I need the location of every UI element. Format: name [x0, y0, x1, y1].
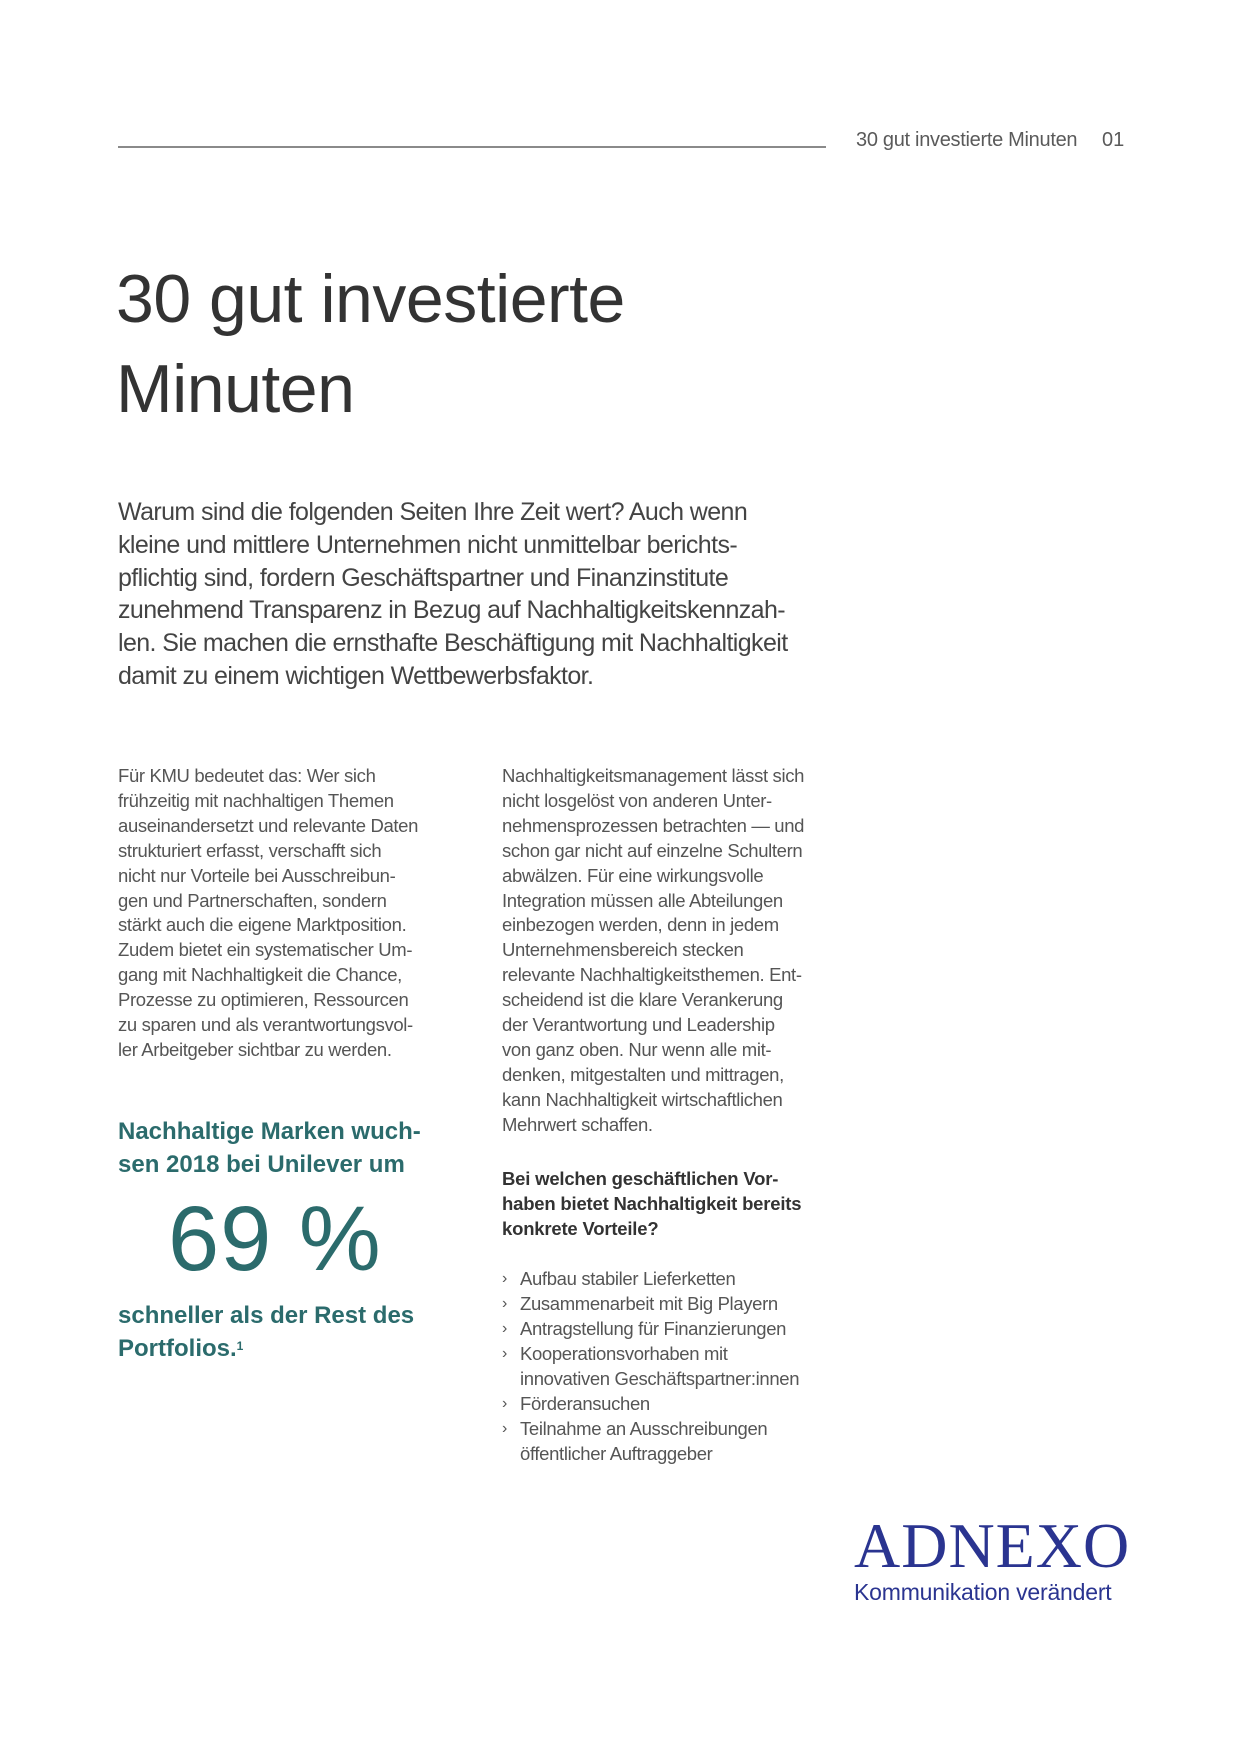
list-item-text: innovativen Geschäftspartner:innen	[520, 1368, 800, 1389]
intro-line: Warum sind die folgenden Seiten Ihre Zeit wert? Auch wenn	[118, 498, 748, 526]
page-title-line: 30 gut investierte	[116, 261, 625, 337]
list-item-text: Kooperationsvorhaben mit	[520, 1343, 728, 1364]
body-line: scheidend ist die klare Verankerung	[502, 989, 783, 1011]
body-line: Nachhaltigkeitsmanagement lässt sich	[502, 765, 805, 786]
body-line: Unternehmensbereich stecken	[502, 939, 744, 961]
question-line: haben bietet Nachhaltigkeit bereits	[502, 1193, 802, 1214]
body-line: nicht losgelöst von anderen Unter-	[502, 789, 772, 811]
body-line: stärkt auch die eigene Marktposition.	[118, 914, 407, 936]
list-item-text: Antragstellung für Finanzierungen	[520, 1318, 787, 1339]
list-item	[502, 1341, 842, 1391]
callout-line-last	[118, 1332, 478, 1365]
body-line: frühzeitig mit nachhaltigen Themen	[118, 789, 394, 811]
body-line: gang mit Nachhaltigkeit die Chance,	[118, 964, 402, 986]
callout-line-text: Portfolios.	[118, 1335, 237, 1362]
logo-tagline: Kommunikation verändert	[854, 1579, 1112, 1605]
body-line: gen und Partnerschaften, sondern	[118, 889, 387, 911]
intro-line: damit zu einem wichtigen Wettbewerbsfaktor.	[118, 661, 594, 690]
body-line: ler Arbeitgeber sichtbar zu werden.	[118, 1038, 392, 1060]
header-rule	[118, 146, 826, 148]
intro-line: zunehmend Transparenz in Bezug auf Nachhaltigkeitskennzah-	[118, 596, 786, 625]
body-line: auseinandersetzt und relevante Daten	[118, 814, 419, 836]
chevron-right-icon: ›	[502, 1395, 507, 1412]
list-item	[502, 1416, 842, 1466]
body-line: Prozesse zu optimieren, Ressourcen	[118, 989, 409, 1011]
callout-intro	[118, 1115, 478, 1181]
intro-line: len. Sie machen die ernsthafte Beschäftigung mit Nachhaltigkeit	[118, 629, 788, 658]
chevron-right-icon: ›	[502, 1345, 507, 1362]
body-line: Zudem bietet ein systematischer Um-	[118, 939, 413, 961]
question-line: konkrete Vorteile?	[502, 1218, 659, 1239]
question-line: Bei welchen geschäftlichen Vor-	[502, 1168, 779, 1189]
body-line: schon gar nicht auf einzelne Schultern	[502, 839, 803, 861]
callout-line: schneller als der Rest des	[118, 1302, 415, 1329]
chevron-right-icon: ›	[502, 1270, 507, 1287]
company-logo	[854, 1510, 1131, 1607]
body-line: relevante Nachhaltigkeitsthemen. Ent-	[502, 964, 802, 986]
body-line: nicht nur Vorteile bei Ausschreibun-	[118, 864, 396, 886]
list-item	[502, 1391, 842, 1416]
body-line: Integration müssen alle Abteilungen	[502, 889, 783, 911]
page-title-line: Minuten	[116, 351, 355, 427]
benefit-list	[502, 1266, 842, 1466]
intro-paragraph	[118, 496, 838, 693]
body-line: kann Nachhaltigkeit wirtschaftlichen	[502, 1088, 783, 1110]
list-item-text: Aufbau stabiler Lieferketten	[520, 1268, 736, 1289]
body-line: zu sparen und als verantwortungsvol-	[118, 1014, 413, 1036]
callout-outro	[118, 1299, 478, 1365]
question-heading	[502, 1166, 842, 1241]
list-item	[502, 1316, 842, 1341]
body-line: von ganz oben. Nur wenn alle mit-	[502, 1038, 772, 1060]
body-line: denken, mitgestalten und mittragen,	[502, 1063, 784, 1085]
list-item	[502, 1266, 842, 1291]
list-item	[502, 1291, 842, 1316]
left-column-paragraph	[118, 764, 458, 1063]
chevron-right-icon: ›	[502, 1295, 507, 1312]
intro-line: kleine und mittlere Unternehmen nicht unmittelbar berichts-	[118, 530, 738, 559]
body-line: strukturiert erfasst, verschafft sich	[118, 839, 382, 861]
body-line: der Verantwortung und Leadership	[502, 1014, 775, 1036]
chevron-right-icon: ›	[502, 1320, 507, 1337]
callout-line: sen 2018 bei Unilever um	[118, 1151, 405, 1178]
chevron-right-icon: ›	[502, 1420, 507, 1437]
body-line: einbezogen werden, denn in jedem	[502, 914, 779, 936]
callout-line: Nachhaltige Marken wuch-	[118, 1118, 421, 1145]
body-line: nehmensprozessen betrachten — und	[502, 814, 805, 836]
body-line: abwälzen. Für eine wirkungsvolle	[502, 864, 764, 886]
body-line: Für KMU bedeutet das: Wer sich	[118, 765, 376, 786]
intro-line: pflichtig sind, fordern Geschäftspartner und Finanzinstitute	[118, 563, 729, 592]
logo-wordmark: ADNEXO	[854, 1510, 1131, 1581]
body-line: Mehrwert schaffen.	[502, 1113, 653, 1135]
list-item-text: Förderansuchen	[520, 1393, 650, 1414]
page-title	[116, 254, 816, 434]
footnote-marker: 1	[236, 1339, 244, 1353]
list-item-text: öffentlicher Auftraggeber	[520, 1443, 713, 1464]
right-column-paragraph	[502, 764, 842, 1138]
callout-figure: 69 %	[168, 1188, 382, 1290]
list-item-text: Zusammenarbeit mit Big Playern	[520, 1293, 778, 1314]
list-item-text: Teilnahme an Ausschreibungen	[520, 1418, 768, 1439]
running-title: 30 gut investierte Minuten	[856, 129, 1078, 151]
page-number: 01	[1102, 129, 1125, 151]
